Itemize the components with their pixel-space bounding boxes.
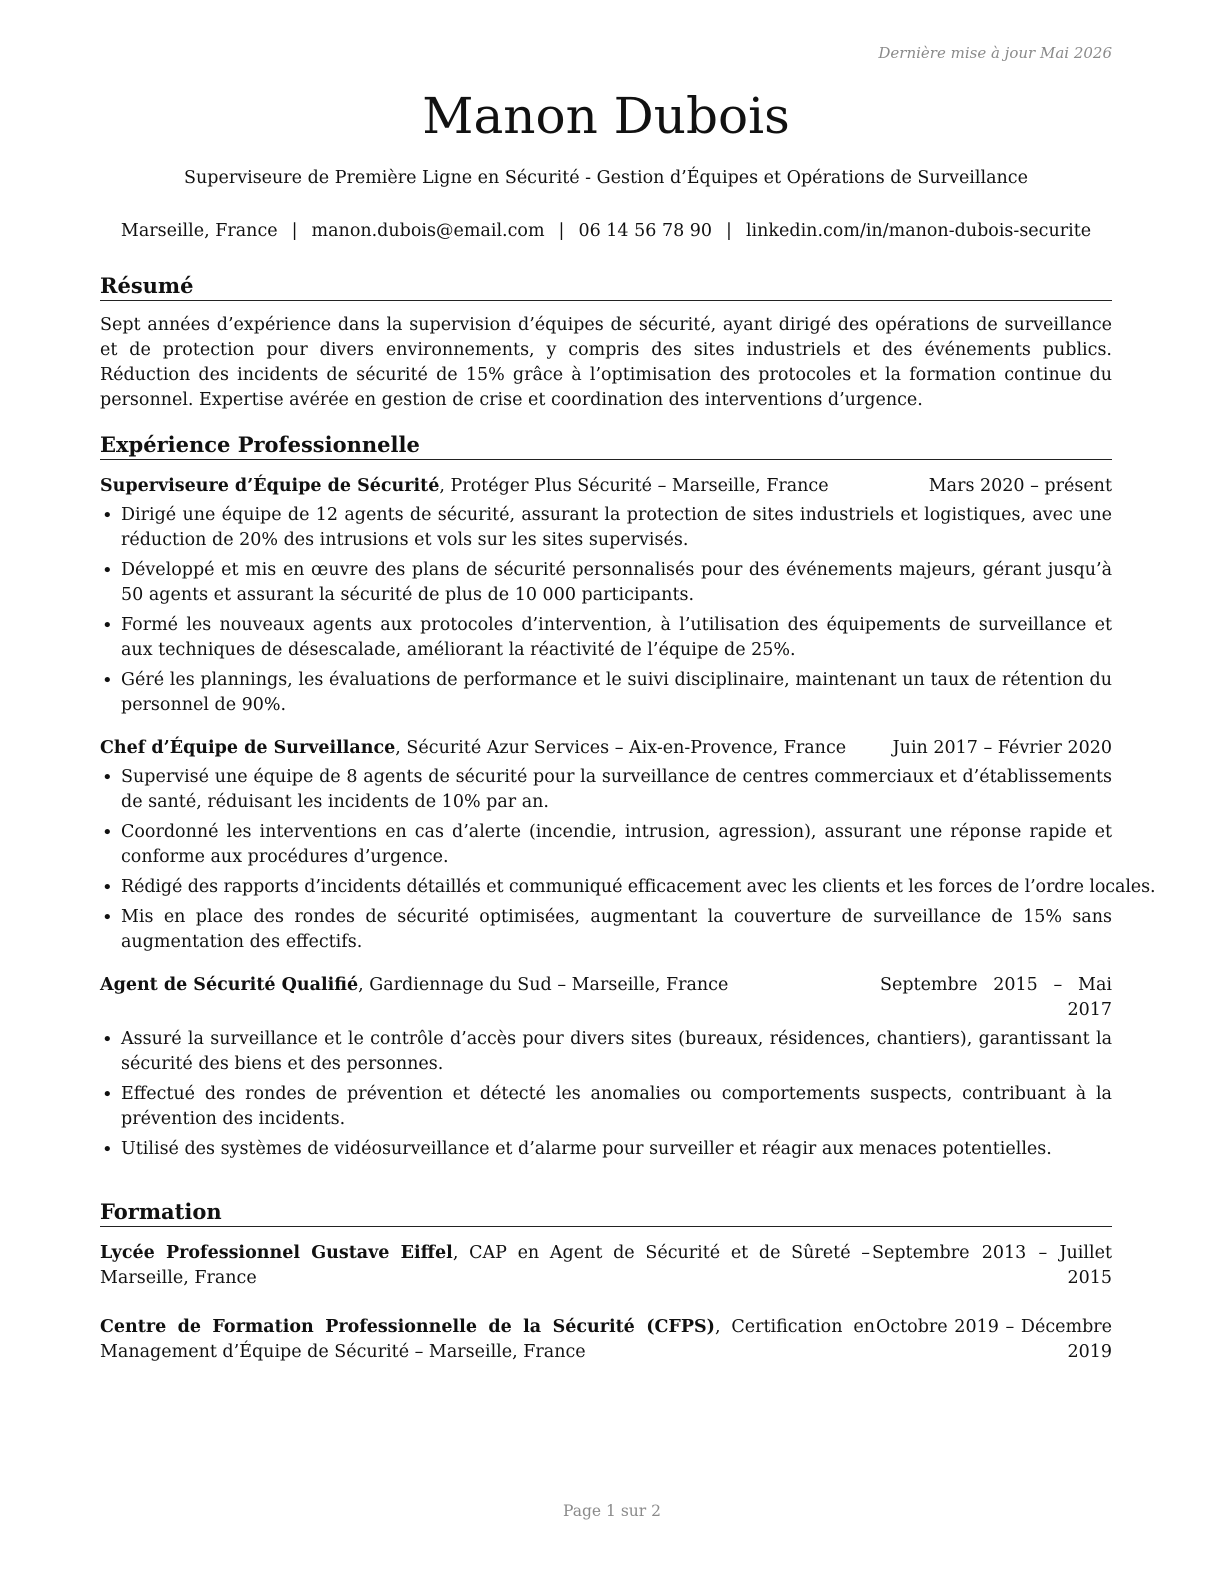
contact-separator: | [558,221,565,241]
bullet-item: • Formé les nouveaux agents aux protocoles d’intervention, à l’utilisation des équipements de surveillance et aux techniques de désescalade, améliorant la réactivité de l’équipe de 25%. [100,613,1112,663]
contact-separator: | [291,221,298,241]
bullet-item: • Développé et mis en œuvre des plans de sécurité personnalisés pour des événements majeurs, gérant jusqu’à 50 agents et assurant la sécurité de plus de 10 000 participants. [100,558,1112,608]
summary-section [100,272,1112,413]
education-school: Centre de Formation Professionnelle de la Sécurité (CFPS) [100,1317,715,1337]
education-entry [100,1315,1112,1365]
education-entry [100,1241,1112,1291]
job-header [100,736,1112,761]
job-header [100,973,1112,1023]
education-title-line [100,1241,870,1291]
contact-phone: 06 14 56 78 90 [578,221,713,241]
bullet-item: • Effectué des rondes de prévention et détecté les anomalies ou comportements suspects, contribuant à la prévention des incidents. [100,1082,1112,1132]
job-title-line [100,736,893,761]
job-role: Agent de Sécurité Qualifié [100,975,359,995]
contact-linkedin[interactable]: linkedin.com/in/manon-dubois-securite [745,221,1092,241]
education-detail: , Certification en Management d’Équipe de Sécurité – Marseille, France [100,1317,875,1362]
contact-line [88,219,1124,243]
job-company: , Sécurité Azur Services – Aix-en-Provence, France [395,738,847,758]
job-role: Chef d’Équipe de Surveillance [100,738,396,758]
page-number: Page 1 sur 2 [563,1502,661,1520]
job-title-line [100,474,929,499]
section-title: Résumé [100,272,1112,301]
bullet-item: • Utilisé des systèmes de vidéosurveillance et d’alarme pour surveiller et réagir aux menaces potentielles. [100,1137,1112,1162]
last-updated-note: Dernière mise à jour Mai 2026 [878,44,1112,62]
job-entry [100,973,1112,1162]
job-dates: Juin 2017 – Février 2020 [892,738,1112,758]
contact-email[interactable]: manon.dubois@email.com [311,221,545,241]
section-title: Expérience Professionnelle [100,431,1112,460]
candidate-name: Manon Dubois [422,87,790,145]
experience-section [100,431,1156,1167]
bullet-item: • Géré les plannings, les évaluations de performance et le suivi disciplinaire, maintenant un taux de rétention du personnel de 90%. [100,668,1112,718]
job-dates: Mars 2020 – présent [928,476,1112,496]
contact-location: Marseille, France [120,221,278,241]
bullet-item: • Rédigé des rapports d’incidents détaillés et communiqué efficacement avec les clients et les forces de l’ordre locales. [100,875,1112,900]
education-school: Lycée Professionnel Gustave Eiffel [100,1243,453,1263]
education-section [100,1198,1112,1365]
job-entry [100,474,1112,718]
job-title-line [100,973,880,1023]
job-header [100,474,1112,499]
job-company: , Protéger Plus Sécurité – Marseille, France [439,476,829,496]
education-dates: Septembre 2013 – Juillet 2015 [872,1243,1112,1288]
education-detail: , CAP en Agent de Sécurité et de Sûreté – Marseille, France [100,1243,870,1288]
education-title-line [100,1315,875,1365]
bullet-item: • Mis en place des rondes de sécurité optimisées, augmentant la couverture de surveillance de 15% sans augmentation des effectifs. [100,905,1112,955]
job-bullets [100,1027,1112,1162]
job-bullets [100,765,1156,955]
job-role: Superviseure d’Équipe de Sécurité [100,476,440,496]
job-company: , Gardiennage du Sud – Marseille, France [358,975,729,995]
bullet-item: • Coordonné les interventions en cas d’alerte (incendie, intrusion, agression), assurant une réponse rapide et conforme aux procédures d’urgence. [100,820,1112,870]
headline: Superviseure de Première Ligne en Sécurité - Gestion d’Équipes et Opérations de Surveillance [184,168,1028,188]
education-dates: Octobre 2019 – Décembre 2019 [876,1317,1112,1362]
section-title: Formation [100,1198,1112,1227]
job-dates: Septembre 2015 – Mai 2017 [880,975,1112,1020]
contact-separator: | [726,221,732,241]
summary-text: Sept années d’expérience dans la supervision d’équipes de sécurité, ayant dirigé des opérations de surveillance et de protection pour divers environnements, y compris des sites industriels et des événements publics. Réduction des incidents de sécurité de 15% grâce à l’optimisation des protocoles et la formation continue du personnel. Expertise avérée en gestion de crise et coordination des interventions d’urgence. [100,315,1112,410]
job-bullets [100,503,1112,718]
job-entry [100,736,1156,955]
bullet-item: • Assuré la surveillance et le contrôle d’accès pour divers sites (bureaux, résidences, chantiers), garantissant la sécurité des biens et des personnes. [100,1027,1112,1077]
bullet-item: • Supervisé une équipe de 8 agents de sécurité pour la surveillance de centres commerciaux et d’établissements de santé, réduisant les incidents de 10% par an. [100,765,1112,815]
bullet-item: • Dirigé une équipe de 12 agents de sécurité, assurant la protection de sites industriels et logistiques, avec une réduction de 20% des intrusions et vols sur les sites supervisés. [100,503,1112,553]
